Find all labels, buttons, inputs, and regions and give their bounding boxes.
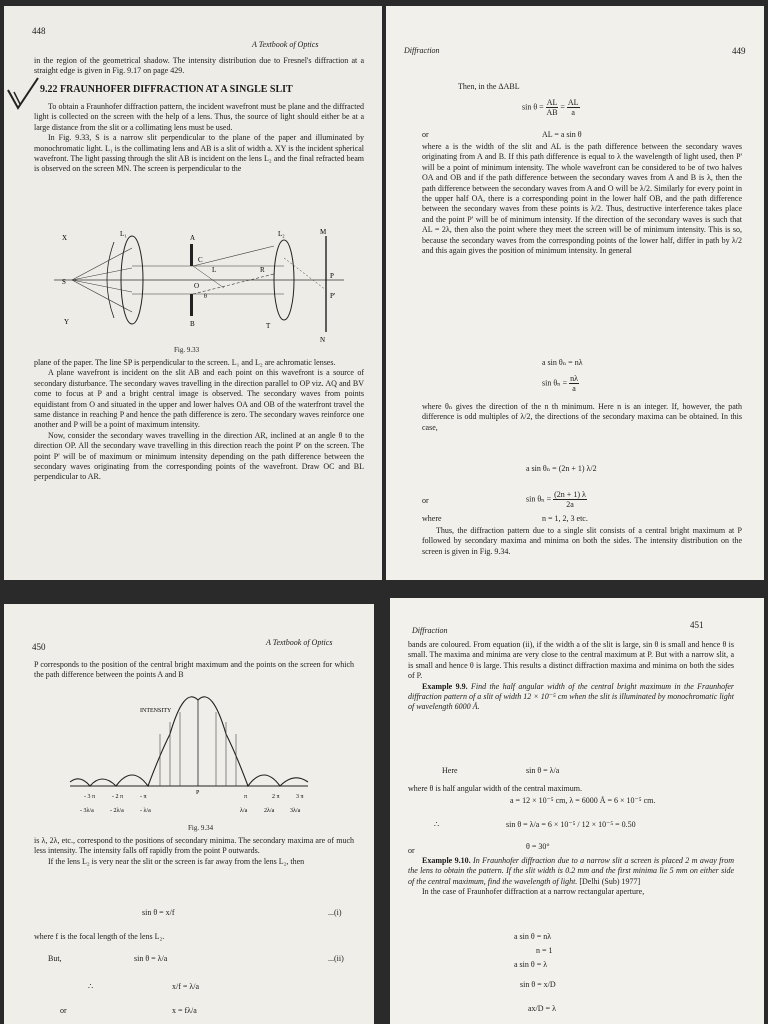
equation-first-min: a sin θ = λ (514, 960, 548, 969)
body-text-a: To obtain a Fraunhofer diffraction pattern, the incident wavefront must be plane and the diffracted light is collected on the screen with the help of a lens. Thus, the source of light should either be at a large distance from the slit or a collimating lens must be used. In Fig. 9.33, S is a narrow slit perpendicular to the plane of the paper and illuminated by monochromatic light. L₁ is the collimating lens and AB is a slit of width a. XY is the incident spherical wavefront. The light passing through the slit AB is incident on the lens L₂ and the final refracted beam is observed on the screen MN. The screen is perpendicular to the (34, 102, 364, 174)
intro-text: P corresponds to the position of the central bright maximum and the points on the screen for which the path difference between the points A and B (34, 660, 354, 680)
text-where: where (422, 514, 442, 523)
svg-text:S: S (62, 278, 66, 286)
equation-x: x = fλ/a (172, 1006, 197, 1015)
fraction: $\frac{(2n + 1) \lambda}{2a}$ (554, 490, 586, 509)
text-or: or (422, 496, 429, 505)
equation-x-f: x/f = λ/a (172, 982, 200, 991)
fraction: $\frac{AL}{AB}$ (546, 98, 558, 117)
svg-text:R: R (260, 266, 265, 274)
svg-text:π: π (244, 794, 248, 800)
body-text-a: where a is the width of the slit and AL is the path difference between the secondary waves originating from A and B. If this path difference is equal to λ the wavelength of light used, then P' will be a point of minimum intensity. The whole wavefront can be considered to be of two halves OA and OB and if the path difference between the secondary waves from A and B is λ, then the path difference between the secondary waves from A and O will be λ/2. Similarly for every point in the upper half OA, there is a corresponding point in the lower half OB, and the path difference between the secondary waves from these points is λ/2. Thus, destructive interference takes place and the point P' will be of minimum intensity. If the direction of the secondary waves is such that AL = 2λ, then also the point where they meet the screen will be of minimum intensity. This is so, because the secondary waves from the corresponding points of the lower half, differ in path by λ/2 and this again gives the position of minimum intensity. In general (422, 142, 742, 256)
svg-text:P': P' (330, 292, 336, 300)
running-header: A Textbook of Optics (266, 638, 333, 647)
equation-n-values: n = 1, 2, 3 etc. (542, 514, 588, 523)
svg-text:λ/a: λ/a (240, 808, 248, 814)
equation-sin: sin θ = λ/a (526, 766, 560, 775)
text-or: or (60, 1006, 67, 1015)
equation-al: AL = a sin θ (542, 130, 582, 139)
equation-values: a = 12 × 10⁻⁵ cm, λ = 6000 Å = 6 × 10⁻⁵ cm. (510, 796, 656, 805)
text-where: where θ is half angular width of the central maximum. (408, 784, 582, 793)
svg-text:X: X (62, 234, 68, 242)
body-text-a: bands are coloured. From equation (ii), if the width a of the slit is large, sin θ is small and hence θ is small. The maxima and minima are very close to the central maximum at P. But with a narrow slit, a is small and hence θ is large. This results a distinct diffraction maxima and minima on both the sides of P. Example 9.9. Find the half angular width of the central bright maximum in the Fraunhofer diffraction pattern of a slit of width 12 × 10⁻⁵ cm when the slit is illuminated by monochromatic light of wavelength 6000 Å. (408, 640, 734, 712)
running-header: Diffraction (404, 46, 440, 55)
svg-text:P: P (330, 272, 334, 280)
body-text-c: Thus, the diffraction pattern due to a single slit consists of a central bright maximum at P followed by secondary maxima and minima on both the sides. The intensity distribution on the screen is given in Fig. 9.34. (422, 526, 742, 556)
page-number: 449 (732, 46, 746, 56)
equation-sin-x-d: sin θ = x/D (520, 980, 556, 989)
equation-tag: ...(i) (328, 908, 342, 917)
equation-a-sin: a sin θₙ = nλ (542, 358, 583, 367)
text-but: But, (48, 954, 62, 963)
equation-secondary-max: a sin θₙ = (2n + 1) λ/2 (526, 464, 597, 473)
intro-text: in the region of the geometrical shadow. The intensity distribution due to Fresnel's diffraction at a straight edge is given in Fig. 9.17 on page 429. (34, 56, 364, 76)
page-number: 450 (32, 642, 46, 652)
svg-text:- λ/a: - λ/a (140, 808, 151, 814)
fraction: $\frac{AL}{a}$ (567, 98, 579, 117)
page-449 (386, 6, 764, 580)
equation-general: a sin θ = nλ (514, 932, 552, 941)
running-header: Diffraction (412, 626, 448, 635)
equation-n: n = 1 (536, 946, 553, 955)
svg-text:- 3 π: - 3 π (84, 794, 96, 800)
text-or: or (422, 130, 429, 139)
text-here: Here (442, 766, 458, 775)
equation-sin-theta: sin θ = $\frac{AL}{AB}$ = $\frac{AL}{a}$ (522, 98, 579, 117)
figure-9-34 (64, 694, 314, 824)
figure-caption: Fig. 9.33 (174, 346, 200, 354)
svg-text:O: O (194, 282, 200, 290)
page-448 (4, 6, 382, 580)
equation-tag: ...(ii) (328, 954, 344, 963)
svg-text:2λ/a: 2λ/a (264, 808, 275, 814)
svg-text:P: P (196, 790, 200, 796)
svg-text:L₁: L₁ (120, 230, 127, 238)
running-header: A Textbook of Optics (252, 40, 319, 49)
text-where: where f is the focal length of the lens L₂. (34, 932, 165, 941)
svg-text:- 2λ/a: - 2λ/a (110, 808, 124, 814)
equation-sin-max: sin θₙ = $\frac{(2n + 1) \lambda}{2a}$ (526, 490, 586, 509)
equation-lambda: ax/D = λ (528, 1004, 556, 1013)
fraction: $\frac{n\lambda}{a}$ (570, 374, 579, 393)
svg-text:3λ/a: 3λ/a (290, 808, 301, 814)
page-451 (390, 598, 764, 1024)
page-450 (4, 604, 374, 1024)
svg-text:M: M (320, 228, 327, 236)
svg-text:A: A (190, 234, 196, 242)
svg-text:Y: Y (64, 318, 70, 326)
equation-ii: sin θ = λ/a (134, 954, 168, 963)
example-9-9: Example 9.9. Find the half angular width of the central bright maximum in the Fraunhofer diffraction pattern of a slit of width 12 × 10⁻⁵ cm when the slit is illuminated by monochromatic light of wavelength 6000 Å. (408, 681, 734, 712)
svg-text:B: B (190, 320, 195, 328)
svg-text:- π: - π (140, 794, 147, 800)
svg-text:2 π: 2 π (272, 794, 280, 800)
equation-result: sin θ = λ/a = 6 × 10⁻⁵ / 12 × 10⁻⁵ = 0.50 (506, 820, 636, 829)
svg-text:T: T (266, 322, 271, 330)
svg-text:L: L (212, 266, 217, 274)
body-text-a: is λ, 2λ, etc., correspond to the positions of secondary minima. The secondary maxima are of much less intensity. The intensity falls off rapidly from the point P outwards. If the lens L₂ is very near the slit or the screen is far away from the lens L₂, then (34, 836, 354, 866)
equation-theta: θ = 30° (526, 842, 550, 851)
svg-text:C: C (198, 256, 203, 264)
section-heading: 9.22 FRAUNHOFER DIFFRACTION AT A SINGLE SLIT (40, 84, 293, 95)
body-text-b: plane of the paper. The line SP is perpendicular to the screen. L₁ and L₂ are achromatic lenses. A plane wavefront is incident on the slit AB and each point on this wavefront is a source of secondary disturbance. The secondary waves travelling in the direction parallel to OP viz. AQ and BV come to focus at P and a bright central image is observed. The secondary waves from points equidistant from O and situated in the upper and lower halves OA and OB of the waterfront travel the same distance in reaching P and hence the path difference is zero. The secondary waves reinforce one another and P will be a point of maximum intensity. Now, consider the secondary waves travelling in the direction AR, inclined at an angle θ to the direction OP. All the secondary wave travelling in this direction reach the point P' on the screen. The point P' will be of maximum or minimum intensity depending on the path difference between the secondary waves originating from the corresponding points of the wavefront. Draw OC and BL perpendicular to AR. (34, 358, 364, 482)
figure-9-33 (54, 228, 354, 356)
text-therefore: ∴ (88, 982, 94, 991)
svg-text:θ: θ (204, 294, 207, 300)
text-then: Then, in the ΔABL (458, 82, 520, 91)
page-number: 448 (32, 26, 46, 36)
equation-sin-n: sin θₙ = $\frac{n\lambda}{a}$ (542, 374, 579, 393)
equation-i: sin θ = x/f (142, 908, 175, 917)
text-therefore: ∴ (434, 820, 440, 829)
text-or: or (408, 846, 415, 855)
svg-text:L₂: L₂ (278, 230, 285, 238)
example-9-10: Example 9.10. In Fraunhofer diffraction due to a narrow slit a screen is placed 2 m away from the lens to obtain the pattern. If the slit width is 0.2 mm and the first minima lie 5 mm on either side of the central maximum, find the wavelength of light. [Delhi (Sub) 1977] In the case of Fraunhofer diffraction at a narrow rectangular aperture, (408, 856, 734, 897)
page-number: 451 (690, 620, 704, 630)
svg-text:- 3λ/a: - 3λ/a (80, 808, 94, 814)
svg-text:3 π: 3 π (296, 794, 304, 800)
body-text-b: where θₙ gives the direction of the n th minimum. Here n is an integer. If, however, the path difference is odd multiples of λ/2, the directions of the secondary maxima can be obtained. In this case, (422, 402, 742, 432)
svg-text:N: N (320, 336, 326, 344)
axis-label: INTENSITY (140, 708, 172, 714)
figure-caption: Fig. 9.34 (188, 824, 214, 832)
svg-text:- 2 π: - 2 π (112, 794, 124, 800)
